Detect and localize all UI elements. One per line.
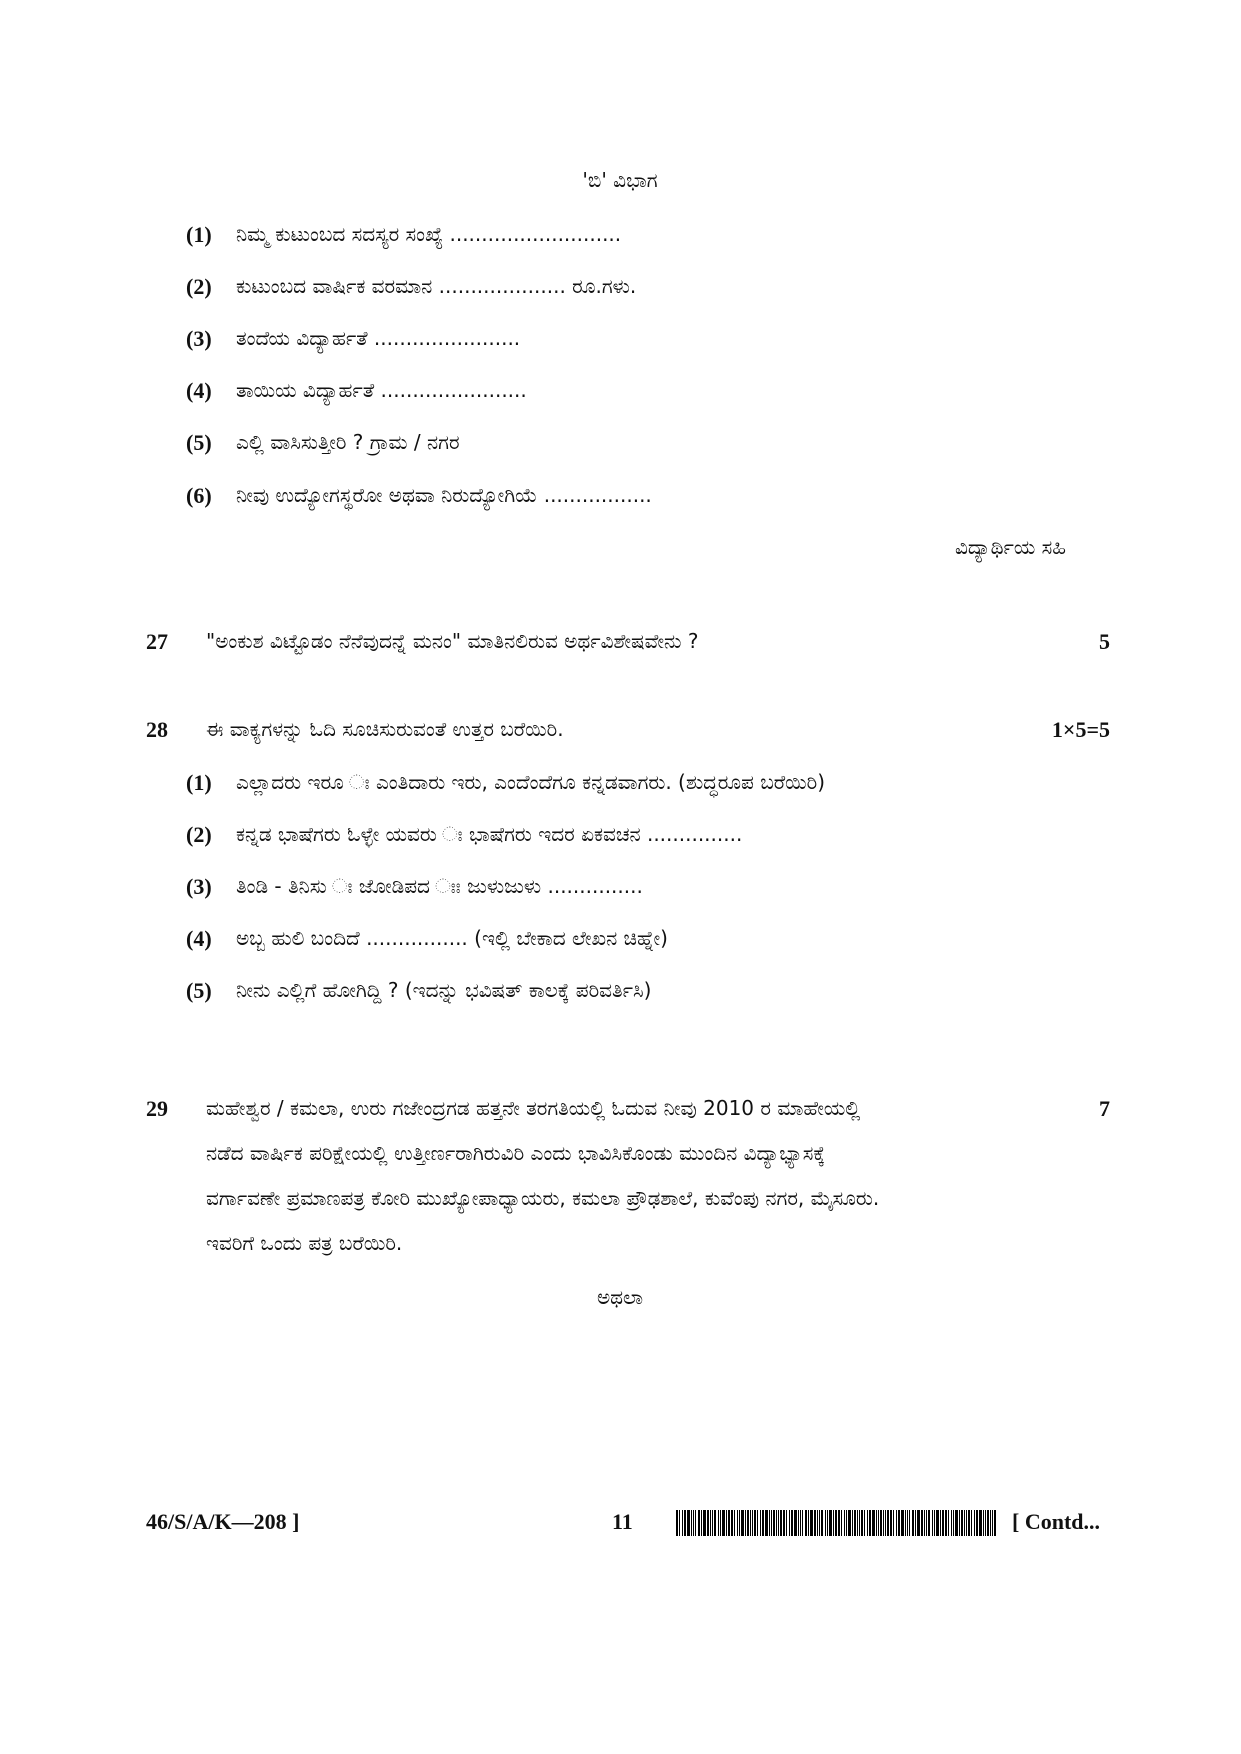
barcode-bar	[747, 1510, 749, 1536]
barcode-bar	[789, 1510, 790, 1536]
barcode-bar	[698, 1510, 700, 1536]
barcode-bar	[928, 1510, 930, 1536]
barcode-bar	[966, 1510, 967, 1536]
barcode-bar	[810, 1510, 813, 1536]
barcode-bar	[901, 1510, 904, 1536]
section-b-item-number: (5)	[186, 430, 212, 455]
barcode-bar	[726, 1510, 727, 1536]
barcode-bar	[974, 1510, 975, 1536]
barcode-bar	[951, 1510, 952, 1536]
barcode-bar	[752, 1510, 753, 1536]
barcode-bar	[909, 1510, 910, 1536]
barcode-bar	[936, 1510, 939, 1536]
barcode-bar	[841, 1510, 842, 1536]
barcode-bar	[769, 1510, 770, 1536]
section-b-item-number: (1)	[186, 222, 212, 247]
or-label: ಅಥಲಾ	[596, 1285, 644, 1309]
barcode-bar	[703, 1510, 706, 1536]
barcode-bar	[710, 1510, 711, 1536]
barcode-bar	[880, 1510, 882, 1536]
barcode-bar	[861, 1510, 863, 1536]
contd-label: [ Contd...	[1012, 1509, 1101, 1534]
barcode-bar	[848, 1510, 851, 1536]
barcode-bar	[707, 1510, 709, 1536]
barcode-bar	[827, 1510, 828, 1536]
q28-item-number: (4)	[186, 926, 212, 951]
barcode-bar	[684, 1510, 686, 1536]
barcode-bar	[854, 1510, 856, 1536]
barcode-bar	[771, 1510, 772, 1536]
question-text: ಈ ವಾಕ್ಯಗಳನ್ನು ಓದಿ ಸೂಚಿಸುರುವಂತೆ ಉತ್ತರ ಬರೆಯಿರಿ.	[206, 717, 564, 741]
barcode-bar	[687, 1510, 690, 1536]
barcode-bar	[734, 1510, 735, 1536]
barcode-bar	[857, 1510, 858, 1536]
question-text-line: ಮಹೇಶ್ವರ / ಕಮಲಾ, ಉರು ಗಜೇಂದ್ರಗಡ ಹತ್ತನೇ ತರಗತಿಯಲ್ಲಿ ಓದುವ ನೀವು 2010 ರ ಮಾಹೇಯಲ್ಲಿ	[206, 1096, 861, 1120]
barcode-bar	[794, 1510, 797, 1536]
question-marks: 5	[1099, 629, 1110, 654]
barcode-bar	[905, 1510, 906, 1536]
barcode-bar	[679, 1510, 680, 1536]
barcode-bar	[821, 1510, 823, 1536]
barcode-bar	[915, 1510, 916, 1536]
barcode-image	[676, 1510, 1006, 1536]
barcode-bar	[852, 1510, 853, 1536]
barcode-bar	[741, 1510, 744, 1536]
barcode-bar	[961, 1510, 963, 1536]
barcode-bar	[907, 1510, 908, 1536]
barcode-bar	[921, 1510, 923, 1536]
section-b-title: 'ಬಿ' ವಿಭಾಗ	[582, 168, 658, 192]
barcode-bar	[924, 1510, 925, 1536]
barcode-bar	[964, 1510, 965, 1536]
barcode-bar	[773, 1510, 775, 1536]
q28-item-text: ತಿಂಡಿ - ತಿನಿಸು ಃ ಜೋಡಿಪದ ಃಃ ಜುಳುಜುಳು ...............	[236, 874, 643, 898]
barcode-bar	[765, 1510, 768, 1536]
barcode-bar	[786, 1510, 787, 1536]
barcode-bar	[701, 1510, 702, 1536]
barcode-bar	[887, 1510, 889, 1536]
barcode-bar	[890, 1510, 892, 1536]
paper-code: 46/S/A/K—208 ]	[146, 1509, 300, 1534]
barcode-bar	[695, 1510, 696, 1536]
question-marks: 7	[1099, 1096, 1110, 1121]
barcode-bar	[757, 1510, 758, 1536]
barcode-bar	[731, 1510, 733, 1536]
q28-item-number: (3)	[186, 874, 212, 899]
question-number: 28	[146, 717, 168, 742]
barcode-bar	[783, 1510, 785, 1536]
barcode-bar	[712, 1510, 713, 1536]
barcode-bar	[844, 1510, 845, 1536]
barcode-bar	[829, 1510, 832, 1536]
barcode-bar	[780, 1510, 782, 1536]
barcode-bar	[987, 1510, 989, 1536]
barcode-bar	[814, 1510, 816, 1536]
barcode-bar	[968, 1510, 970, 1536]
barcode-bar	[825, 1510, 826, 1536]
page-number: 11	[612, 1509, 633, 1534]
barcode-bar	[926, 1510, 927, 1536]
barcode-bar	[864, 1510, 865, 1536]
barcode-bar	[846, 1510, 847, 1536]
barcode-bar	[819, 1510, 820, 1536]
q28-item-number: (1)	[186, 770, 212, 795]
section-b-item-text: ನಿಮ್ಮ ಕುಟುಂಬದ ಸದಸ್ಯರ ಸಂಖ್ಯೆ ...........................	[236, 222, 622, 246]
section-b-item-text: ಕುಟುಂಬದ ವಾರ್ಷಿಕ ವರಮಾನ .................... ರೂ.ಗಳು.	[236, 274, 637, 298]
barcode-bar	[722, 1510, 725, 1536]
barcode-bar	[762, 1510, 764, 1536]
barcode-bar	[898, 1510, 900, 1536]
barcode-bar	[917, 1510, 920, 1536]
barcode-bar	[714, 1510, 716, 1536]
barcode-bar	[942, 1510, 944, 1536]
barcode-bar	[932, 1510, 933, 1536]
section-b-item-text: ತಾಯಿಯ ವಿದ್ಯಾರ್ಹತೆ .......................	[236, 378, 527, 402]
barcode-bar	[983, 1510, 984, 1536]
barcode-bar	[971, 1510, 972, 1536]
section-b-item-number: (6)	[186, 483, 212, 508]
barcode-bar	[817, 1510, 818, 1536]
barcode-bar	[835, 1510, 837, 1536]
barcode-bar	[728, 1510, 730, 1536]
barcode-bar	[959, 1510, 960, 1536]
barcode-bar	[808, 1510, 809, 1536]
section-b-item-text: ಎಲ್ಲಿ ವಾಸಿಸುತ್ತೀರಿ ? ಗ್ರಾಮ / ನಗರ	[236, 430, 460, 454]
barcode-bar	[979, 1510, 982, 1536]
barcode-bar	[878, 1510, 879, 1536]
barcode-bar	[833, 1510, 834, 1536]
barcode-bar	[994, 1510, 996, 1536]
barcode-bar	[859, 1510, 860, 1536]
barcode-bar	[867, 1510, 868, 1536]
barcode-bar	[802, 1510, 803, 1536]
barcode-bar	[948, 1510, 949, 1536]
barcode-bar	[737, 1510, 738, 1536]
barcode-bar	[791, 1510, 793, 1536]
barcode-bar	[940, 1510, 941, 1536]
barcode-bar	[693, 1510, 694, 1536]
barcode-bar	[682, 1510, 683, 1536]
question-text-line: ವರ್ಗಾವಣೇ ಪ್ರಮಾಣಪತ್ರ ಕೋರಿ ಮುಖ್ಯೋಪಾಧ್ಯಾಯರು, ಕಮಲಾ ಪ್ರೌಢಶಾಲೆ, ಕುವೆಂಪು ನಗರ, ಮೈಸೂರು.	[206, 1186, 880, 1210]
section-b-item-number: (4)	[186, 378, 212, 403]
barcode-bar	[945, 1510, 947, 1536]
question-number: 29	[146, 1096, 168, 1121]
barcode-bar	[676, 1510, 678, 1536]
barcode-bar	[883, 1510, 884, 1536]
question-text-line: ನಡೆದ ವಾರ್ಷಿಕ ಪರಿಕ್ಷೇಯಲ್ಲಿ ಉತ್ತೀರ್ಣರಾಗಿರುವಿರಿ ಎಂದು ಭಾವಿಸಿಕೊಂಡು ಮುಂದಿನ ವಿದ್ಯಾಭ್ಯಾಸಕ್ಕೆ	[206, 1141, 826, 1165]
section-b-item-text: ತಂದೆಯ ವಿದ್ಯಾರ್ಹತೆ .......................	[236, 326, 521, 350]
barcode-bar	[934, 1510, 935, 1536]
barcode-bar	[992, 1510, 993, 1536]
q28-item-number: (5)	[186, 978, 212, 1003]
student-signature-label: ವಿದ್ಯಾರ್ಥಿಯ ಸಹಿ	[954, 535, 1066, 559]
barcode-bar	[800, 1510, 801, 1536]
barcode-bar	[955, 1510, 958, 1536]
question-text-line: ಇವರಿಗೆ ಒಂದು ಪತ್ರ ಬರೆಯಿರಿ.	[206, 1231, 403, 1255]
barcode-bar	[745, 1510, 746, 1536]
question-marks: 1×5=5	[1051, 717, 1110, 742]
q28-item-text: ನೀನು ಎಲ್ಲಿಗೆ ಹೋಗಿದ್ದಿ ? (ಇದನ್ನು ಭವಿಷತ್ ಕಾಲಕ್ಕೆ ಪರಿವರ್ತಿಸಿ)	[236, 978, 652, 1002]
barcode-bar	[912, 1510, 914, 1536]
barcode-bar	[885, 1510, 886, 1536]
barcode-bar	[869, 1510, 871, 1536]
q28-item-text: ಅಬ್ಬ ಹುಲಿ ಬಂದಿದೆ ................ (ಇಲ್ಲಿ ಬೇಕಾದ ಲೇಖನ ಚಿಹ್ನೇ)	[236, 926, 668, 950]
barcode-bar	[691, 1510, 692, 1536]
barcode-bar	[776, 1510, 777, 1536]
barcode-bar	[985, 1510, 986, 1536]
barcode-bar	[805, 1510, 807, 1536]
q28-item-text: ಕನ್ನಡ ಭಾಷೆಗರು ಓಳ್ಳೇ ಯವರು ಃ ಭಾಷೆಗರು ಇದರ ಏಕವಚನ ...............	[236, 822, 743, 846]
q28-item-text: ಎಲ್ಲಾದರು ಇರೂ ಃ ಎಂತಿದಾರು ಇರು, ಎಂದೆಂದೆಗೂ ಕನ್ನಡವಾಗರು. (ಶುದ್ಧರೂಪ ಬರೆಯಿರಿ)	[236, 770, 826, 794]
q28-item-number: (2)	[186, 822, 212, 847]
barcode-bar	[838, 1510, 840, 1536]
barcode-bar	[990, 1510, 991, 1536]
barcode-bar	[720, 1510, 721, 1536]
barcode-bar	[896, 1510, 897, 1536]
barcode-bar	[739, 1510, 740, 1536]
barcode-bar	[976, 1510, 978, 1536]
barcode-bar	[876, 1510, 877, 1536]
barcode-bar	[760, 1510, 761, 1536]
barcode-bar	[718, 1510, 719, 1536]
barcode-bar	[778, 1510, 779, 1536]
barcode-bar	[750, 1510, 751, 1536]
question-text: "ಅಂಕುಶ ವಿಟ್ಟೊಡಂ ನೆನೆವುದನ್ನೆ ಮನಂ" ಮಾತಿನಲಿರುವ ಅರ್ಥವಿಶೇಷವೇನು ?	[206, 629, 699, 653]
barcode-bar	[798, 1510, 799, 1536]
question-number: 27	[146, 629, 168, 654]
section-b-item-number: (3)	[186, 326, 212, 351]
barcode-bar	[893, 1510, 894, 1536]
barcode-bar	[872, 1510, 875, 1536]
section-b-item-text: ನೀವು ಉದ್ಯೋಗಸ್ಥರೋ ಅಥವಾ ನಿರುದ್ಯೋಗಿಯೆ .................	[236, 483, 652, 507]
barcode-bar	[754, 1510, 756, 1536]
section-b-item-number: (2)	[186, 274, 212, 299]
barcode-bar	[953, 1510, 954, 1536]
